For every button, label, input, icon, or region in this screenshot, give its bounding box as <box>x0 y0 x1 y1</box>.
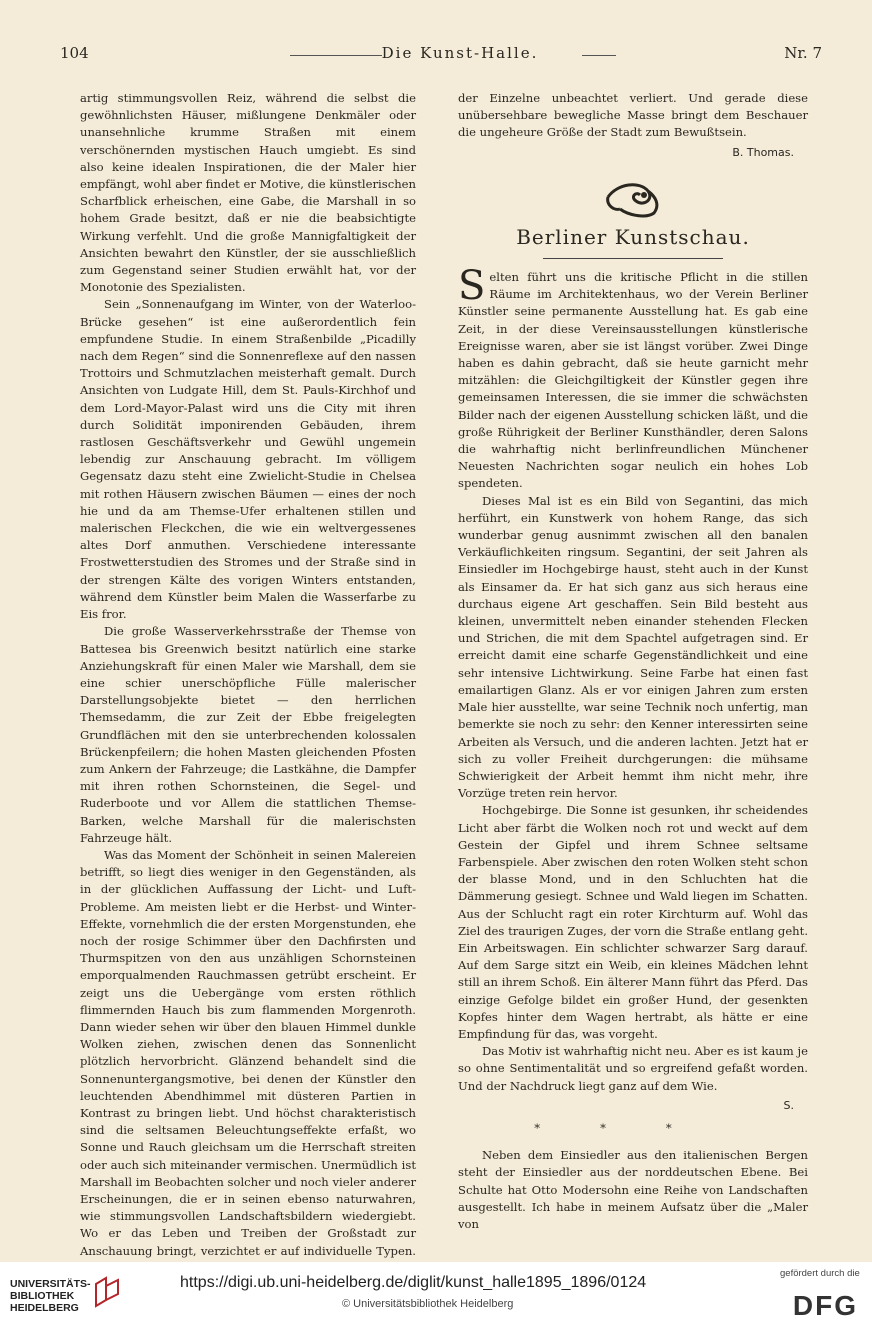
header-rule-right <box>582 55 616 56</box>
author-signature: S. <box>783 1098 794 1112</box>
star: * <box>600 1120 666 1135</box>
footer-bar <box>0 1262 872 1322</box>
star: * <box>665 1120 732 1135</box>
journal-title: Die Kunst-Halle. <box>381 44 539 62</box>
section-heading: Berliner Kunstschau. <box>516 224 750 249</box>
paragraph: Hochgebirge. Die Sonne ist gesunken, ihr scheidendes Licht aber färbt die Wolken noch rot und weckt auf dem Gestein der Gipfel und ihrem Schnee seltsame Farbenspiele. Aber zwischen den roten Wolken steht schon der blasse Mond, und in den Schluchten hat die Dämmerung gesiegt. Schnee und Wald liegen im Schatten. Aus der Schlucht ragt ein roter Kirchturm auf. Wohl das Ziel des traurigen Zuges, der vorn die Straße entlang geht. Ein Arbeitswagen. Ein schlichter schwarzer Sarg darauf. Auf dem Sarge sitzt ein Weib, ein kleines Mädchen lehnt still an ihrem Schoß. Ein älterer Mann führt das Pferd. Das einzige Gefolge bildet ein großer Hund, der gesenkten Kopfes hinter dem Wagen hertrabt, als hätte er eine Empfindung für das, was vorgeht. <box>458 803 808 1041</box>
paragraph: Die große Wasserverkehrsstraße der Themse von Battesea bis Greenwich besitzt natürlich eine starke Anziehungskraft für einen Maler wie Marshall, dem sie eine schier unerschöpfliche Fülle malerischer Darstellungsobjekte bietet — den herrlichen Themsedamm, die zur Zeit der Ebbe freigelegten Grundflächen mit den sie unterbrechenden kolossalen Brückenpfeilern; die hohen Masten gleichenden Pfosten zum Ankern der Fahrzeuge; die Lastkähne, die Dampfer mit ihren rothen Schornsteinen, die Segel- und Ruderboote und vor Allem die stattlichen Themse-Barken, welche Marshall für die malerischsten Fahrzeuge hält. <box>80 624 416 845</box>
permalink-link[interactable]: https://digi.ub.uni-heidelberg.de/diglit/kunst_halle1895_1896/0124 <box>180 1274 647 1291</box>
paragraph: Neben dem Einsiedler aus den italienischen Bergen steht der Einsiedler aus der norddeutschen Ebene. Bei Schulte hat Otto Modersohn eine Reihe von Landschaften ausgestellt. Ich habe in meinem Aufsatz über die „Maler von <box>458 1148 808 1231</box>
paragraph: artig stimmungsvollen Reiz, während die selbst die gewöhnlichsten Häuser, mißlungene Denkmäler oder unansehnliche krumme Straßen mit einem verschönernden mystischen Hauch umgiebt. Es sind also keine idealen Inspirationen, die der Maler hier empfängt, wohl aber findet er Motive, die künstlerischen Scharfblick erheischen, eine Gabe, die Marshall in so hohem Grade besitzt, daß er nie die beabsichtigte Wirkung verfehlt. Und die große Mannigfaltigkeit der Ansichten bewahrt den Künstler, der sie ausschließlich zum Gegenstand seiner Studien erwählt hat, vor der Monotonie des Spezialisten. <box>80 91 416 295</box>
paragraph: elten führt uns die kritische Pflicht in die stillen Räume im Architektenhaus, wo der Verein Berliner Künstler seine permanente Ausstellung hat. Es gab eine Zeit, in der diese Vereinsausstellungen künstlerische Ereignisse waren, aber sie ist längst vorüber. Zwei Dinge haben es dahin gebracht, daß sie heute garnicht mehr mitzählen: die Gleichgiltigkeit der Künstler gegen ihre gemeinsamen Interessen, die sie immer die schwächsten Bilder nach der eigenen Ausstellung schicken läßt, und die große Rührigkeit der Berliner Kunsthändler, deren Salons die wahrhaftig nicht berlinfreundlichen Münchener Neuesten Nachrichten sogar neulich ein hohes Lob spendeten. <box>458 270 808 491</box>
library-logo-icon <box>92 1276 122 1308</box>
page-number: 104 <box>60 44 89 62</box>
left-column <box>80 90 416 1277</box>
paragraph: der Einzelne unbeachtet verliert. Und gerade diese unübersehbare bewegliche Masse bringt dem Beschauer die ungeheure Größe der Stadt zum Bewußtsein. <box>458 91 808 140</box>
copyright: © Universitätsbibliothek Heidelberg <box>342 1298 514 1310</box>
dfg-logo: DFG <box>792 1290 858 1321</box>
right-column <box>458 90 808 1233</box>
ornament-icon <box>458 175 808 221</box>
issue-number: Nr. 7 <box>784 44 822 62</box>
funding-note: gefördert durch die <box>780 1268 860 1279</box>
paragraph: Dieses Mal ist es ein Bild von Segantini, das mich herführt, ein Kunstwerk von hohem Range, das sich wunderbar genug ausnimmt zwischen all den banalen Verkäuflichkeiten ringsum. Segantini, der seit Jahren als Einsiedler im Hochgebirge haust, steht auch in der Kunst als Einsamer da. Er hat sich ganz aus sich heraus eine durchaus eigene Art geschaffen. Sein Bild besteht aus kleinen, unvermittelt neben einander stehenden Flecken und Strichen, die mit dem Spachtel aufgetragen sind. Er erreicht damit eine scharfe Gegenständlichkeit und eine sehr intensive Lichtwirkung. Seine Farbe hat einen fast emailartigen Glanz. Als er vor einigen Jahren zum ersten Male hier ausstellte, war seine Technik noch unfertig, man bemerkte sie noch zu sehr: den Kenner interessirten seine Arbeiten als Versuch, und die anderen lachten. Jetzt hat er sich zu voller Freiheit durchgerungen: die mühsame Schwierigkeit der Arbeit hemmt ihm nicht mehr, ihre Vorzüge treten rein hervor. <box>458 493 808 801</box>
paragraph: Sein „Sonnenaufgang im Winter, von der Waterloo-Brücke gesehen“ ist eine außerordentlich fein empfundene Studie. In einem Straßenbilde „Picadilly nach dem Regen“ sind die Sonnenreflexe auf den nassen Trottoirs und Schmutzlachen meisterhaft gemalt. Durch Ansichten von Ludgate Hill, dem St. Pauls-Kirchhof und dem Lord-Mayor-Palast wird uns die City mit ihren durch Solidität imponirenden Gebäuden, ihrem rastlosen Geschäftsverkehr und Gewühl ungemein lebendig zur Anschauung gebracht. Im völligem Gegensatz dazu steht eine Zwielicht-Studie in Chelsea mit rothen Häusern zwischen Bäumen — eines der noch hie und da am Themse-Ufer erhaltenen stillen und malerischen Fleckchen, die wie ein weltvergessenes altes Dorf anmuthen. Verschiedene interessante Frostwetterstudien des Stromes und der Straße sind in der strengen Kälte des vorigen Winters entstanden, während dem Künstler beim Malen die Wasserfarbe zu Eis fror. <box>80 297 416 622</box>
paragraph: Was das Moment der Schönheit in seinen Malereien betrifft, so liegt dies weniger in den Gegenständen, als in der glücklichen Auffassung der Licht- und Luft-Probleme. Am meisten liebt er die Herbst- und Winter-Effekte, vornehmlich die der ersten Morgenstunden, ehe noch der rosige Schimmer über den Dachfirsten und Thurmspitzen von den aus unzähligen Schornsteinen emporqualmenden Rauchmassen getrübt erscheint. Er zeigt uns die Uebergänge vom ersten röthlich flimmernden Hauch bis zum flammenden Morgenroth. Dann wieder sehen wir über den blauen Himmel dunkle Wolken ziehen, zwischen denen das Sonnenlicht plötzlich hervorbricht. Glänzend behandelt sind die Sonnenuntergangsmotive, bei denen der Künstler den leuchtenden Abendhimmel mit düsteren Partien in Kontrast zu bringen liebt. Und höchst charakteristisch sind die seltsamen Beleuchtungseffekte erfaßt, wo Sonne und Rauch gleichsam um die Herrschaft streiten oder auch sich miteinander vermischen. Unermüdlich ist Marshall im Beobachten solcher und noch vieler anderer Erscheinungen, die er in seinen ebenso naturwahren, wie stimmungsvollen Landschaftsbildern wiedergiebt. Wo er das Leben und Treiben der Großstadt zur Anschauung bringt, verzichtet er auf individuelle Typen. <box>80 847 416 1258</box>
drop-cap: S <box>458 263 486 310</box>
paragraph: Das Motiv ist wahrhaftig nicht neu. Aber es ist kaum je so ohne Sentimentalität und so ergreifend gefaßt worden. Und der Nachdruck liegt ganz auf dem Wie. <box>458 1044 808 1093</box>
author-signature: B. Thomas. <box>732 145 794 159</box>
page-header <box>60 44 822 68</box>
heading-rule <box>543 258 723 259</box>
star: * <box>534 1120 601 1135</box>
library-name: UNIVERSITÄTS- BIBLIOTHEK HEIDELBERG <box>10 1278 91 1314</box>
section-separator <box>458 1120 808 1137</box>
